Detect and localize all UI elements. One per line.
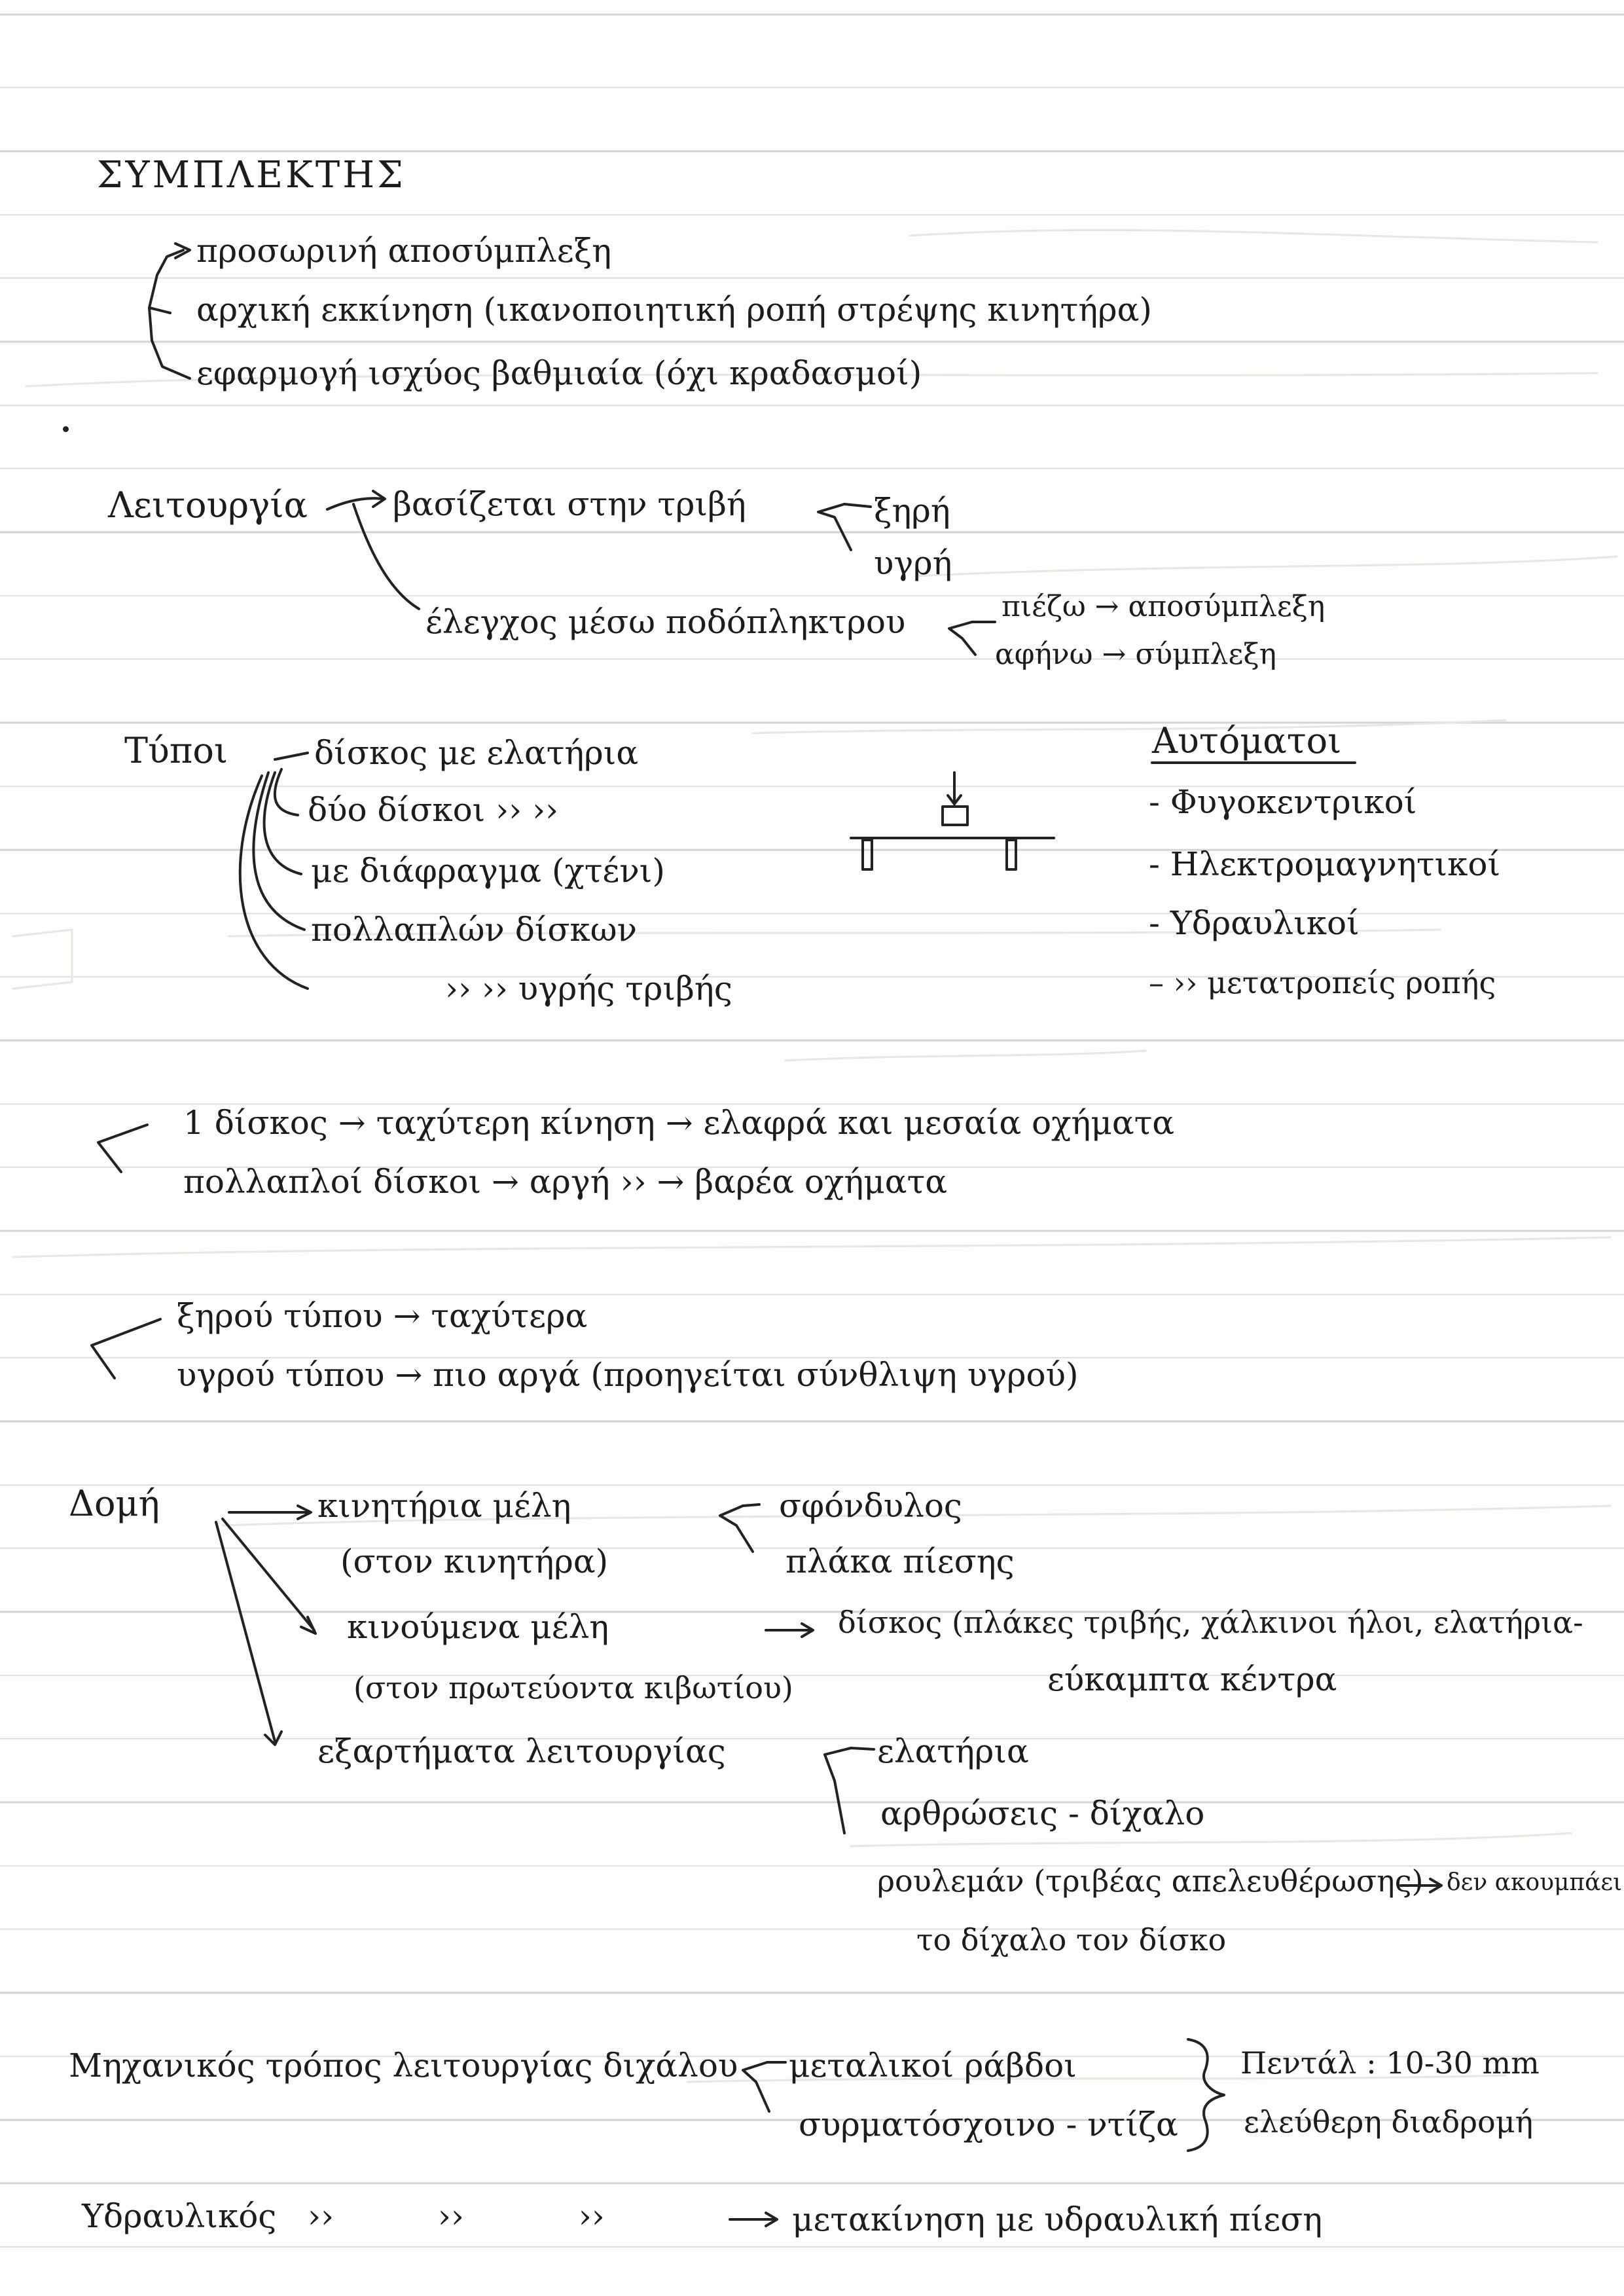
- purpose-item: αρχική εκκίνηση (ικανοποιητική ροπή στρέψης κινητήρα): [196, 291, 1152, 329]
- bearing-note-cont: το δίχαλο τον δίσκο: [916, 1922, 1227, 1958]
- hydraulic-label: Υδραυλικός ›› ›› ››: [82, 2197, 605, 2235]
- type-item: δύο δίσκοι ›› ››: [308, 791, 559, 829]
- fitting-springs: ελατήρια: [877, 1732, 1029, 1770]
- automatic-item: - Ηλεκτρομαγνητικοί: [1149, 845, 1501, 883]
- pedal-release: αφήνω → σύμπλεξη: [995, 638, 1276, 671]
- mechanical-rods: μεταλικοί ράβδοι: [789, 2047, 1077, 2085]
- fitting-joints: αρθρώσεις - δίχαλο: [880, 1795, 1205, 1832]
- type-item: ›› ›› υγρής τριβής: [445, 970, 732, 1008]
- page-title: ΣΥΜΠΛΕΚΤΗΣ: [97, 154, 406, 196]
- friction-type-wet: υγρή: [874, 544, 952, 582]
- engine-part-flywheel: σφόνδυλος: [779, 1487, 962, 1525]
- pedal-free-travel: ελεύθερη διαδρομή: [1244, 2104, 1534, 2140]
- automatic-heading: Αυτόματοι: [1152, 720, 1342, 761]
- type-item: με διάφραγμα (χτένι): [311, 852, 665, 890]
- fittings: εξαρτήματα λειτουργίας: [317, 1732, 726, 1770]
- disc-line: πολλαπλοί δίσκοι → αργή ›› → βαρέα οχήματα: [183, 1163, 947, 1201]
- fitting-bearing: ρουλεμάν (τριβέας απελευθέρωσης): [877, 1863, 1424, 1899]
- pedal-press: πιέζω → αποσύμπλεξη: [1001, 590, 1326, 623]
- operation-basis: βασίζεται στην τριβή: [393, 485, 746, 523]
- moving-part-disc: δίσκος (πλάκες τριβής, χάλκινοι ήλοι, ελατήρια-: [838, 1605, 1583, 1640]
- moving-parts-note: (στον πρωτεύοντα κιβωτίου): [353, 1670, 793, 1705]
- engine-parts-note: (στον κινητήρα): [340, 1542, 609, 1580]
- moving-parts: κινούμενα μέλη: [347, 1608, 609, 1646]
- operation-control: έλεγχος μέσω ποδόπληκτρου: [425, 603, 906, 641]
- operation-label: Λειτουργία: [108, 484, 308, 526]
- mechanical-label: Μηχανικός τρόπος λειτουργίας διχάλου: [69, 2047, 738, 2085]
- speed-line: ξηρού τύπου → ταχύτερα: [177, 1297, 588, 1335]
- disc-line: 1 δίσκος → ταχύτερη κίνηση → ελαφρά και μεσαία οχήματα: [183, 1104, 1175, 1142]
- pedal-travel: Πεντάλ : 10-30 mm: [1240, 2045, 1540, 2081]
- engine-part-pressure-plate: πλάκα πίεσης: [785, 1542, 1015, 1580]
- automatic-item: - Υδραυλικοί: [1149, 904, 1360, 942]
- hydraulic-text: μετακίνηση με υδραυλική πίεση: [792, 2200, 1323, 2238]
- engine-parts: κινητήρια μέλη: [317, 1487, 571, 1525]
- automatic-item: – ›› μετατροπείς ροπής: [1149, 965, 1496, 1000]
- type-item: πολλαπλών δίσκων: [311, 911, 637, 949]
- speed-line: υγρού τύπου → πιο αργά (προηγείται σύνθλιψη υγρού): [177, 1356, 1079, 1394]
- moving-part-disc-cont: εύκαμπτα κέντρα: [1047, 1660, 1337, 1698]
- structure-label: Δομή: [69, 1483, 160, 1524]
- purpose-item: εφαρμογή ισχύος βαθμιαία (όχι κραδασμοί): [196, 354, 922, 392]
- friction-type-dry: ξηρή: [874, 492, 950, 530]
- bearing-note: δεν ακουμπάει: [1447, 1869, 1623, 1896]
- ink-dot: [63, 426, 69, 432]
- automatic-item: - Φυγοκεντρικοί: [1149, 783, 1417, 821]
- mechanical-cable: συρματόσχοινο - ντίζα: [799, 2105, 1178, 2143]
- purpose-item: προσωρινή αποσύμπλεξη: [196, 232, 612, 270]
- types-label: Τύποι: [124, 730, 228, 771]
- type-item: δίσκος με ελατήρια: [314, 734, 639, 772]
